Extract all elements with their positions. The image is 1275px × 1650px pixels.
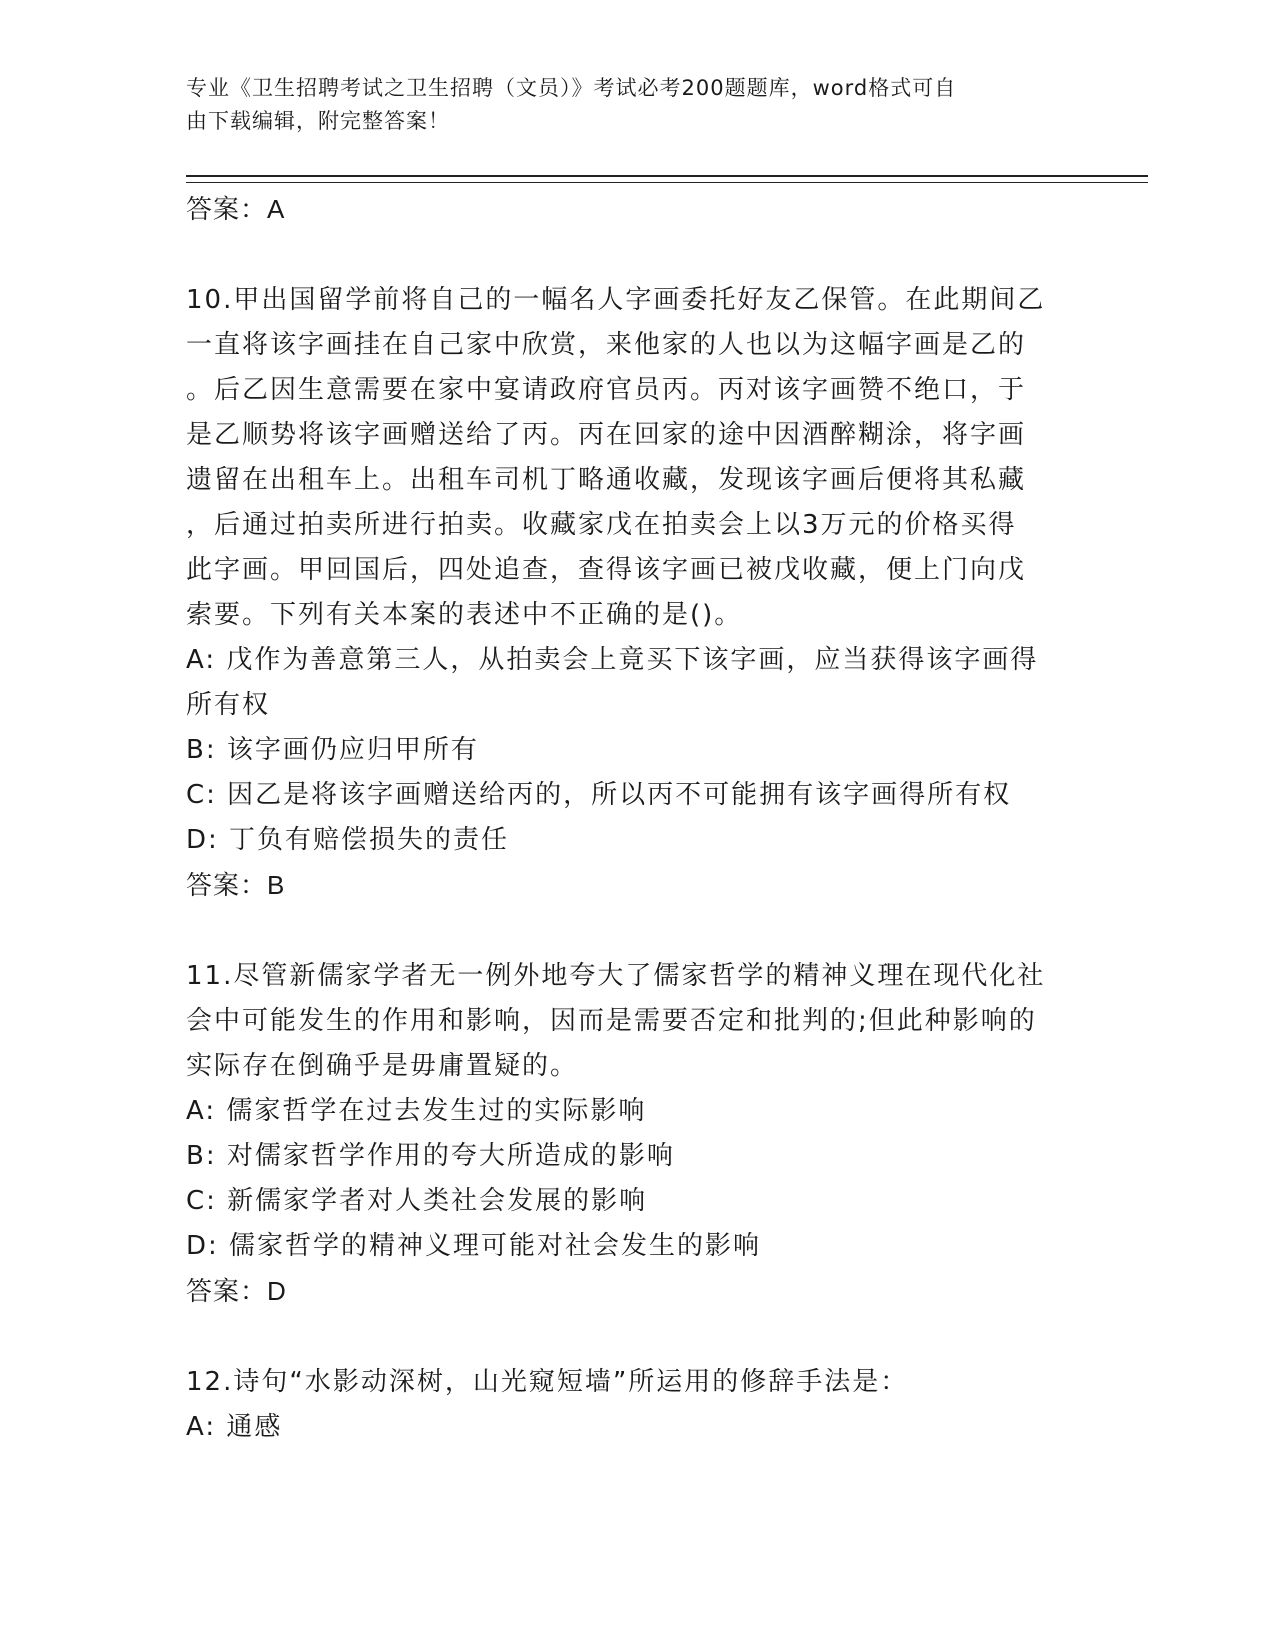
question-10-line-7: 此字画。甲回国后，四处追查，查得该字画已被戊收藏，便上门向戊 [186, 555, 1027, 585]
question-11-line-2: 会中可能发生的作用和影响，因而是需要否定和批判的;但此种影响的 [186, 1006, 1037, 1036]
header-line-1: 专业《卫生招聘考试之卫生招聘（文员）》考试必考200题题库，word格式可自 [186, 76, 957, 100]
question-11-line-1: 11.尽管新儒家学者无一例外地夸大了儒家哲学的精神义理在现代化社 [186, 961, 1046, 991]
question-11-line-3: 实际存在倒确乎是毋庸置疑的。 [186, 1051, 579, 1081]
header-divider [186, 175, 1148, 183]
question-10-line-2: 一直将该字画挂在自己家中欣赏，来他家的人也以为这幅字画是乙的 [186, 330, 1027, 360]
question-10-line-5: 遗留在出租车上。出租车司机丁略通收藏，发现该字画后便将其私藏 [186, 465, 1027, 495]
question-content [186, 187, 1086, 1450]
question-12-option-a: A: 通感 [186, 1412, 283, 1442]
question-12 [186, 1360, 1086, 1450]
question-11-answer: 答案：D [186, 1276, 287, 1306]
question-10-line-4: 是乙顺势将该字画赠送给了丙。丙在回家的途中因酒醉糊涂，将字画 [186, 420, 1027, 450]
question-10-line-8: 索要。下列有关本案的表述中不正确的是()。 [186, 600, 743, 630]
question-10-option-c: C: 因乙是将该字画赠送给丙的，所以丙不可能拥有该字画得所有权 [186, 780, 1012, 810]
prev-answer: 答案：A [186, 194, 286, 224]
question-10-answer: 答案：B [186, 870, 286, 900]
spacer [186, 1314, 1086, 1360]
header-line-2: 由下载编辑，附完整答案！ [186, 109, 450, 133]
question-10-line-6: ，后通过拍卖所进行拍卖。收藏家戊在拍卖会上以3万元的价格买得 [186, 510, 1017, 540]
question-10-option-d: D: 丁负有赔偿损失的责任 [186, 825, 510, 855]
question-12-line-1: 12.诗句“水影动深树，山光窥短墙”所运用的修辞手法是： [186, 1367, 909, 1397]
question-10-option-b: B: 该字画仍应归甲所有 [186, 735, 479, 765]
page-header [186, 72, 1066, 138]
spacer [186, 908, 1086, 954]
question-11 [186, 954, 1086, 1314]
question-10-line-3: 。后乙因生意需要在家中宴请政府官员丙。丙对该字画赞不绝口，于 [186, 375, 1027, 405]
question-10 [186, 278, 1086, 908]
spacer [186, 232, 1086, 278]
question-11-option-c: C: 新儒家学者对人类社会发展的影响 [186, 1186, 648, 1216]
question-10-option-a: A: 戊作为善意第三人，从拍卖会上竟买下该字画，应当获得该字画得 [186, 645, 1039, 675]
question-11-option-b: B: 对儒家哲学作用的夸大所造成的影响 [186, 1141, 675, 1171]
question-11-option-a: A: 儒家哲学在过去发生过的实际影响 [186, 1096, 647, 1126]
question-10-line-1: 10.甲出国留学前将自己的一幅名人字画委托好友乙保管。在此期间乙 [186, 285, 1046, 315]
question-11-option-d: D: 儒家哲学的精神义理可能对社会发生的影响 [186, 1231, 762, 1261]
question-10-option-a-cont: 所有权 [186, 690, 271, 720]
